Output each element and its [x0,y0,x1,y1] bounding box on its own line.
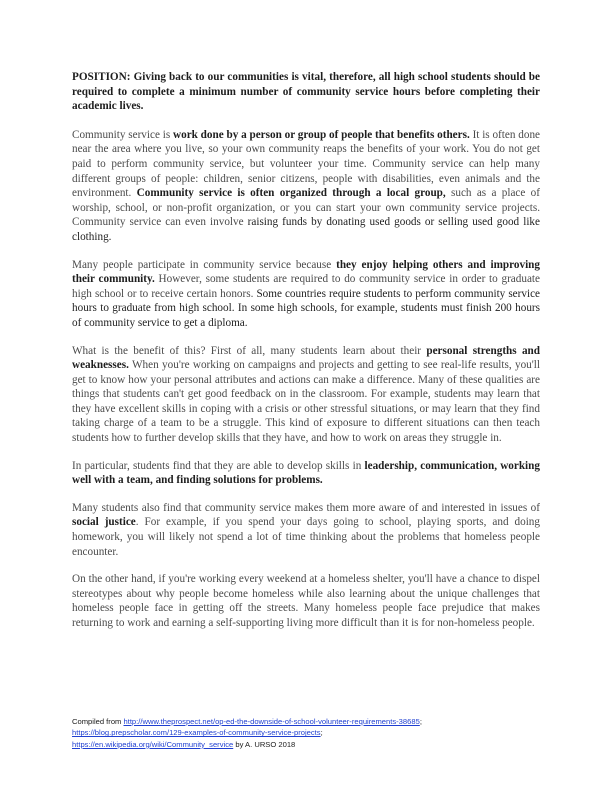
dark-text: raising funds by donating used goods or selling used good like clothing. [72,216,540,243]
paragraph-benefits [72,344,540,446]
position-statement: POSITION: Giving back to our communities is vital, therefore, all high school students should be required to complete a minimum number of community service hours before completing their academic lives. [72,71,540,113]
text: Community service is [72,128,174,141]
source-link-wikipedia[interactable]: https://en.wikipedia.org/wiki/Community_service [72,739,234,749]
text: When you're working on campaigns and projects and getting to see real-life results, you'll get to know how your personal attributes and actions can make a difference. Many of these qualities are things that students can't get good feedback on in the classroom. For example, students may learn that they have excellent skills in coping with a crisis or other stressful situations, or may learn that they find taking charge of a team to be a struggle. This kind of exposure to different situations can then teach students how to further develop skills that they have, and how to work on areas they struggle in. [72,359,540,445]
source-link-prepscholar[interactable]: https://blog.prepscholar.com/129-examples-of-community-service-projects [72,728,321,738]
footer-prefix: Compiled from [72,717,124,726]
text: In particular, students find that they are able to develop skills in [72,459,365,472]
text: . For example, if you spend your days going to school, playing sports, and doing homework, you will likely not spend a lot of time thinking about the problems that homeless people encounter. [72,516,540,558]
bold-text: they enjoy helping others and improving their community. [72,258,540,286]
document-body [72,70,540,644]
bold-text: personal strengths and weaknesses. [72,344,540,372]
bold-text: work done by a person or group of people that benefits others. [173,128,470,141]
text: Many students also find that community service makes them more aware of and interested in issues of [72,501,540,514]
text: What is the benefit of this? First of all, many students learn about their [72,344,427,357]
footer-citations [72,716,542,750]
text: On the other hand, if you're working every weekend at a homeless shelter, you'll have a chance to dispel stereotypes about why people become homeless while also learning about the unique challenges that homeless people face in getting off the streets. Many homeless people face prejudice that makes returning to work and earning a self-supporting living more difficult than it is for non-homeless people. [72,573,540,629]
paragraph-social-justice [72,501,540,559]
paragraph-participation [72,258,540,331]
bold-text: social justice [72,516,136,529]
bold-text: Community service is often organized through a local group, [136,187,446,200]
separator: ; [419,717,422,726]
text: Many people participate in community service because [72,258,337,271]
paragraph-homeless [72,572,540,630]
separator: ; [320,728,323,738]
bold-text: leadership, communication, working well with a team, and finding solutions for problems. [72,459,540,487]
paragraph-skills [72,459,540,488]
source-link-prospect[interactable]: http://www.theprospect.net/op-ed-the-downside-of-school-volunteer-requirements-38685 [123,717,420,726]
footer-suffix: by A. URSO 2018 [233,739,296,749]
paragraph-definition [72,128,540,245]
text: It is often done near the area where you live, so your own community reaps the benefits of your work. You do not get paid to perform community service, but volunteer your time. Community service can help many different groups of people: children, senior citizens, people with disabilities, even animals and the environment. [72,128,541,200]
dark-text: Some countries require students to perform community service hours to graduate from high school. In some high schools, for example, students must finish 200 hours of community service to get a diploma. [72,287,540,329]
text: such as a place of worship, school, or non-profit organization, or you can start your own community service projects. Community service can even involve [72,187,540,229]
text: However, some students are required to do community service in order to graduate high school or to receive certain honors. [72,273,540,300]
